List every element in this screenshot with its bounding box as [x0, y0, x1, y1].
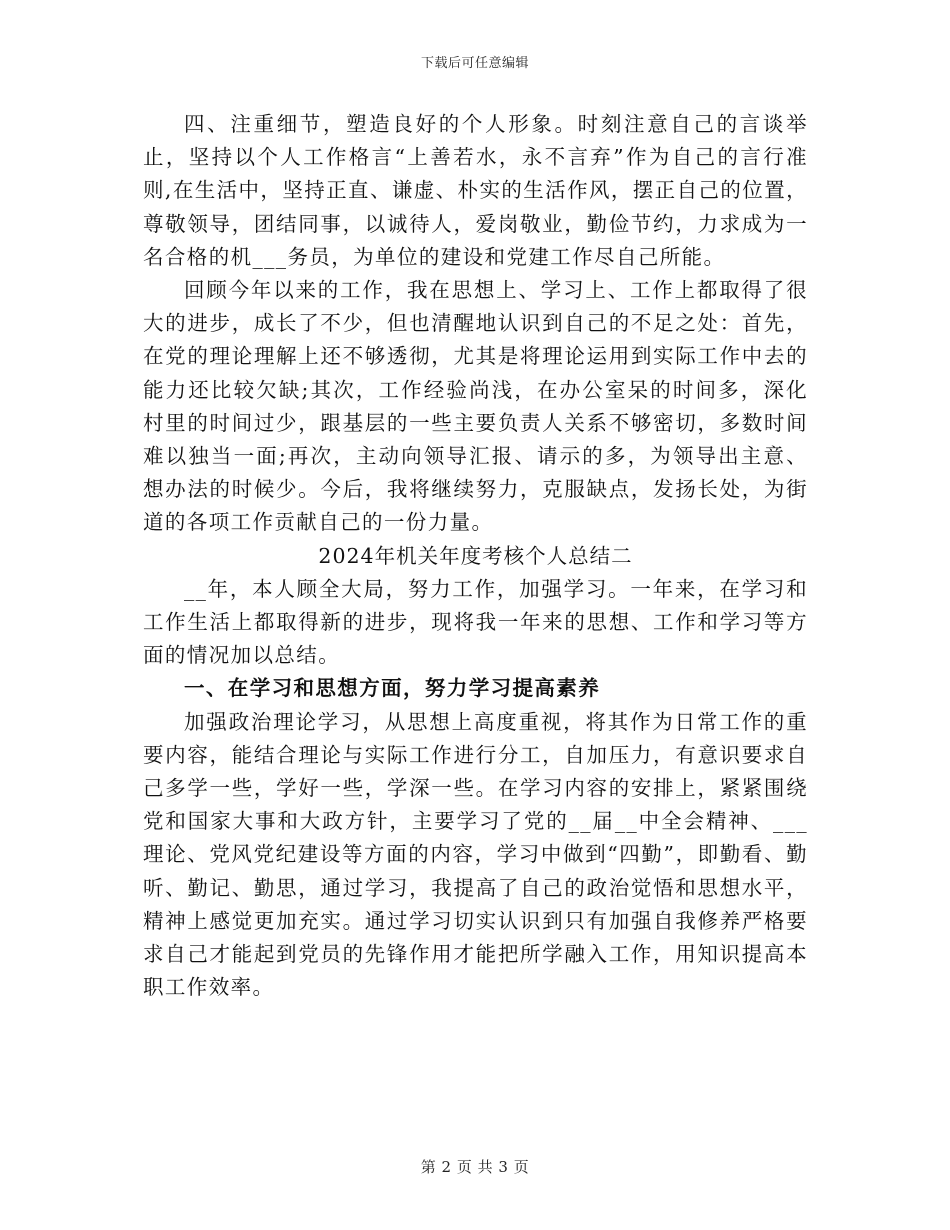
section-title: 2024年机关年度考核个人总结二	[318, 543, 633, 568]
document-body	[143, 108, 808, 1004]
paragraph-personal-image: 四、注重细节，塑造良好的个人形象。时刻注意自己的言谈举止，坚持以个人工作格言“上善若水，永不言弃”作为自己的言行准则,在生活中，坚持正直、谦虚、朴实的生活作风，摆正自己的位置，尊敬领导，团结同事，以诚待人，爱岗敬业，勤俭节约，力求成为一名合格的机___务员，为单位的建设和党建工作尽自己所能。	[143, 112, 808, 269]
paragraph-political-study: 加强政治理论学习，从思想上高度重视，将其作为日常工作的重要内容，能结合理论与实际工作进行分工，自加压力，有意识要求自己多学一些，学好一些，学深一些。在学习内容的安排上，紧紧围绕党和国家大事和大政方针，主要学习了党的__届__中全会精神、___理论、党风党纪建设等方面的内容，学习中做到“四勤”，即勤看、勤听、勤记、勤思，通过学习，我提高了自己的政治觉悟和思想水平，精神上感觉更加充实。通过学习切实认识到只有加强自我修养严格要求自己才能起到党员的先锋作用才能把所学融入工作，用知识提高本职工作效率。	[143, 709, 808, 1000]
paragraph-intro: __年，本人顾全大局，努力工作，加强学习。一年来，在学习和工作生活上都取得新的进步，现将我一年来的思想、工作和学习等方面的情况加以总结。	[143, 576, 808, 668]
page-header-note: 下载后可任意编辑	[420, 56, 529, 71]
page-number: 第 2 页 共 3 页	[420, 1158, 530, 1176]
subheading-study-thought: 一、在学习和思想方面，努力学习提高素养	[184, 676, 601, 701]
paragraph-review-shortcomings: 回顾今年以来的工作，我在思想上、学习上、工作上都取得了很大的进步，成长了不少，但也清醒地认识到自己的不足之处：首先，在党的理论理解上还不够透彻，尤其是将理论运用到实际工作中去的能力还比较欠缺;其次，工作经验尚浅，在办公室呆的时间多，深化村里的时间过少，跟基层的一些主要负责人关系不够密切，多数时间难以独当一面;再次，主动向领导汇报、请示的多，为领导出主意、想办法的时候少。今后，我将继续努力，克服缺点，发扬长处，为街道的各项工作贡献自己的一份力量。	[143, 278, 808, 535]
